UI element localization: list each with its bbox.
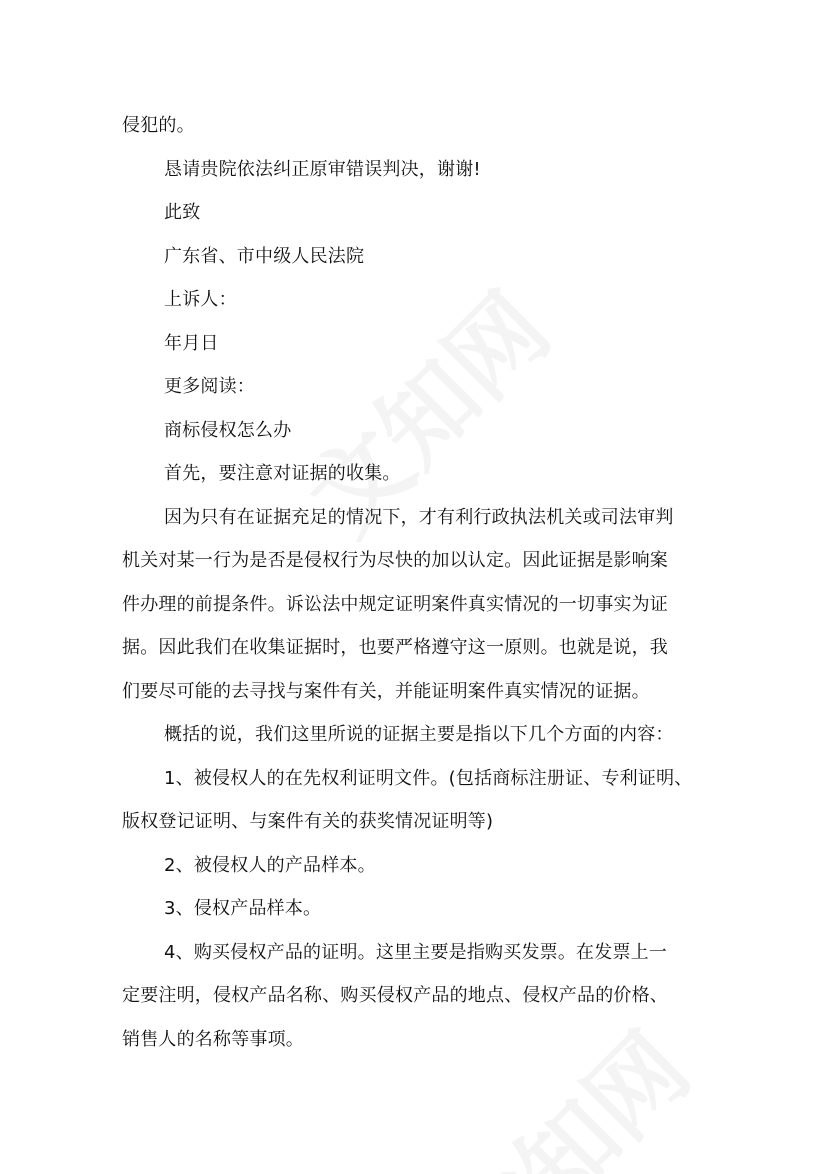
list-item-line: 1、被侵权人的在先权利证明文件。(包括商标注册证、专利证明、 [164,767,693,789]
text-line-court: 广东省、市中级人民法院 [164,245,365,267]
list-item-line: 定要注明，侵权产品名称、购买侵权产品的地点、侵权产品的价格、 [122,985,668,1006]
paragraph-line: 因为只有在证据充足的情况下，才有利行政执法机关或司法审判 [164,506,674,528]
paragraph-line: 据。因此我们在收集证据时，也要严格遵守这一原则。也就是说，我 [122,637,668,658]
paragraph-line: 概括的说，我们这里所说的证据主要是指以下几个方面的内容： [164,724,674,745]
list-item-line: 销售人的名称等事项。 [122,1028,304,1050]
list-item-line: 版权登记证明、与案件有关的获奖情况证明等) [122,811,494,832]
paragraph-line: 们要尽可能的去寻找与案件有关，并能证明案件真实情况的证据。 [122,680,650,702]
text-line-salutation: 此致 [164,202,201,223]
paragraph-line: 机关对某一行为是否是侵权行为尽快的加以认定。因此证据是影响案 [122,550,668,571]
text-line-first: 首先，要注意对证据的收集。 [164,463,401,484]
list-item-line: 2、被侵权人的产品样本。 [164,854,376,876]
text-line-request: 恳请贵院依法纠正原审错误判决，谢谢! [164,158,481,180]
paragraph-line: 件办理的前提条件。诉讼法中规定证明案件真实情况的一切事实为证 [122,593,668,615]
list-item-line: 3、侵权产品样本。 [164,898,322,919]
text-line-date: 年月日 [164,332,219,354]
text-line-more-reading: 更多阅读： [164,376,255,397]
text-line-continuation: 侵犯的。 [122,115,195,136]
text-line-heading: 商标侵权怎么办 [164,419,292,441]
text-line-appellant: 上诉人： [164,289,237,310]
list-item-line: 4、购买侵权产品的证明。这里主要是指购买发票。在发票上一 [164,941,668,963]
document-body [122,104,712,1061]
